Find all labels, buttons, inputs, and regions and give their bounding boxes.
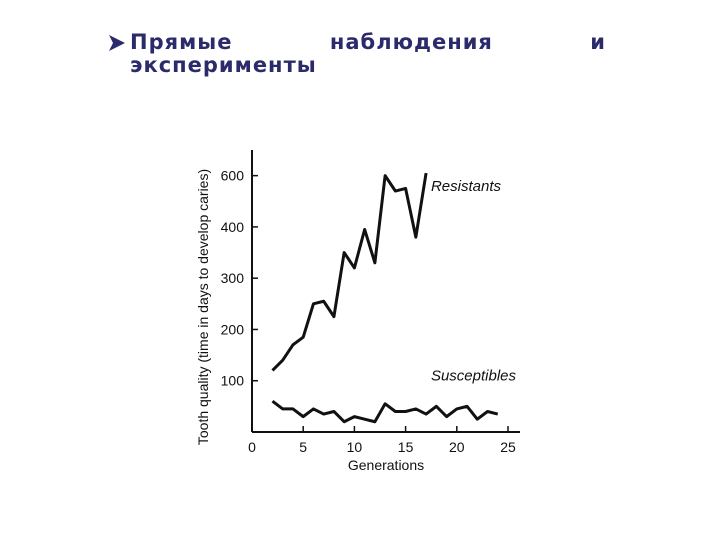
heading-word-2: наблюдения bbox=[329, 30, 493, 54]
heading-line-1 bbox=[130, 30, 606, 54]
chart bbox=[180, 120, 540, 480]
x-tick-label: 15 bbox=[397, 439, 414, 455]
series-label-resistants: Resistants bbox=[430, 178, 501, 196]
series-line-susceptibles bbox=[272, 401, 497, 422]
heading-word-3: и bbox=[590, 30, 606, 54]
y-axis-title: Tooth quality (time in days to develop caries) bbox=[195, 168, 211, 446]
x-tick-label: 5 bbox=[299, 439, 308, 455]
series-label-susceptibles: Susceptibles bbox=[430, 367, 517, 385]
y-tick-label: 600 bbox=[220, 167, 244, 184]
right-arrowhead-icon bbox=[106, 32, 128, 54]
y-tick-label: 400 bbox=[220, 218, 244, 235]
y-tick-label: 100 bbox=[220, 372, 244, 389]
x-tick-label: 10 bbox=[346, 439, 363, 455]
y-tick-label: 300 bbox=[220, 270, 244, 287]
series-line-resistants bbox=[272, 173, 426, 370]
y-tick-label: 200 bbox=[220, 321, 244, 338]
x-axis-title: Generations bbox=[347, 457, 425, 473]
heading-line-2: эксперименты bbox=[130, 53, 317, 77]
x-tick-label: 20 bbox=[449, 439, 465, 455]
x-tick-label: 0 bbox=[248, 439, 256, 455]
x-tick-label: 25 bbox=[500, 439, 516, 455]
heading-word-1: Прямые bbox=[130, 30, 233, 54]
